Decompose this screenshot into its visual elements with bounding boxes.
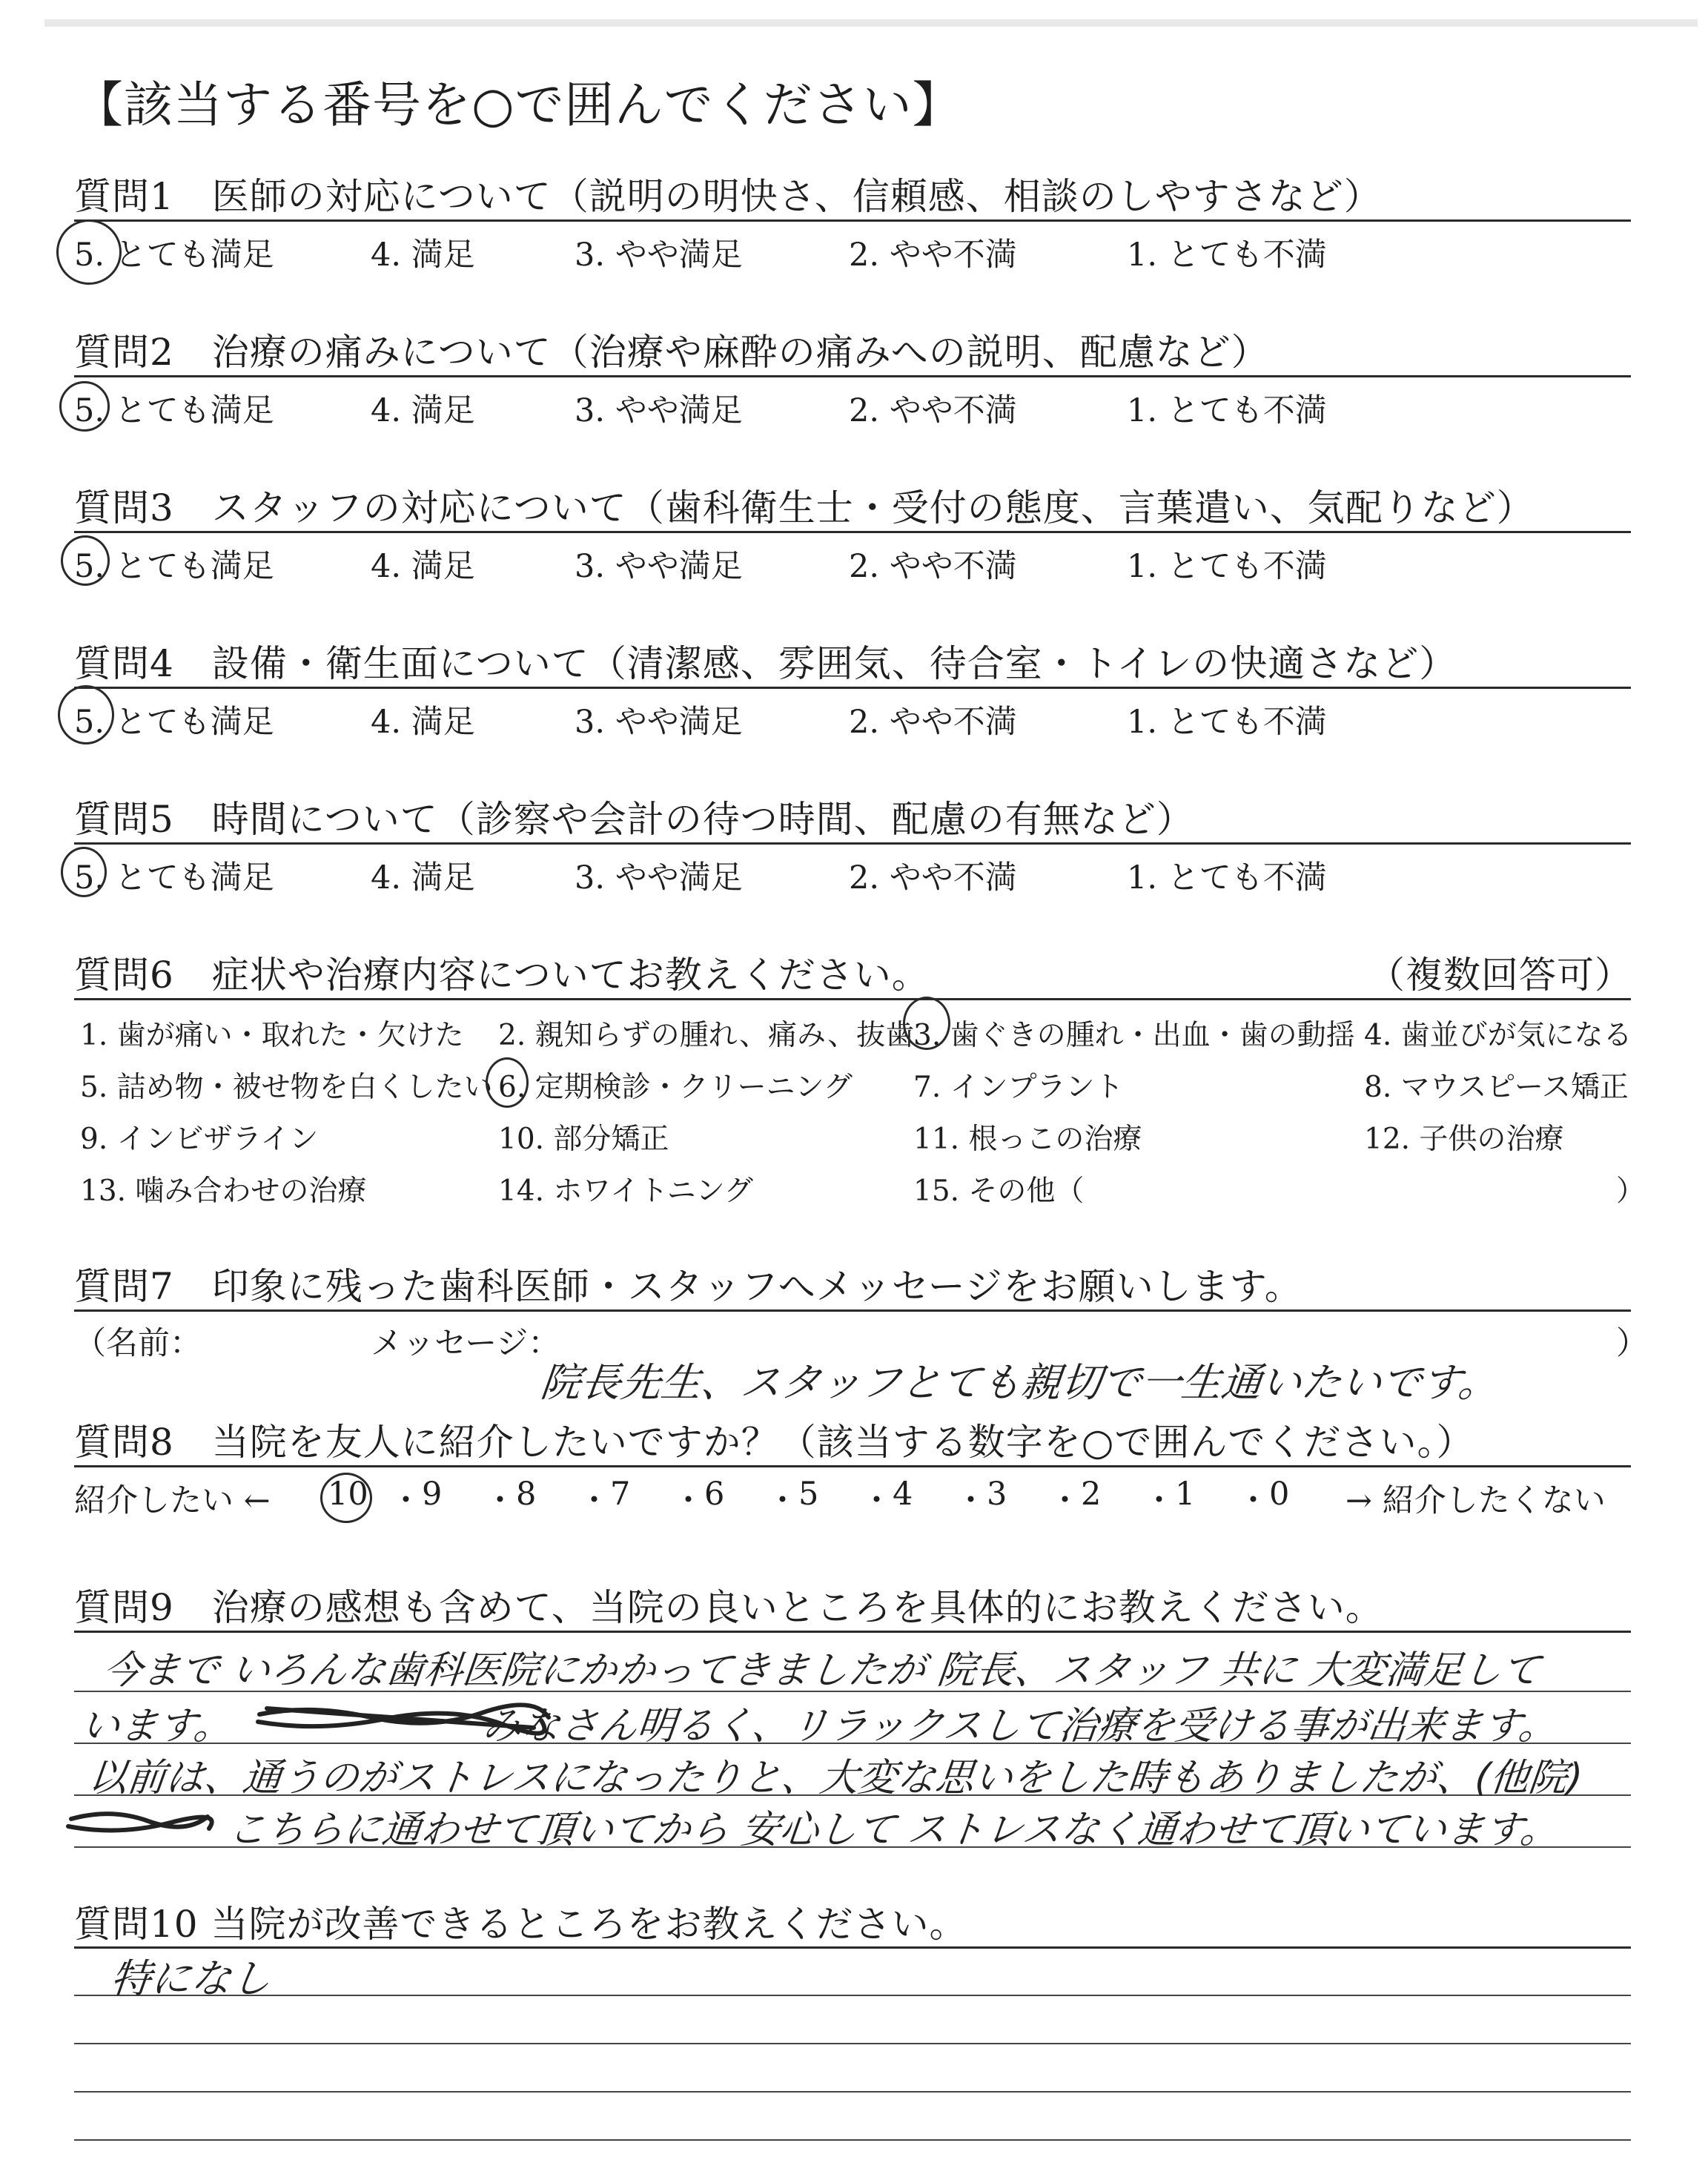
q2-opt-4[interactable]: 4. 満足 (371, 392, 475, 429)
q8-scale-separator: ・ (1237, 1482, 1269, 1519)
q8-scale-separator: ・ (484, 1482, 516, 1519)
page-header: 【該当する番号を○で囲んでください】 (74, 76, 962, 133)
q3-opt-1[interactable]: 1. とても不満 (1127, 548, 1327, 585)
q8-scale-0[interactable]: 0 (1269, 1476, 1290, 1513)
q5-opt-4[interactable]: 4. 満足 (371, 859, 475, 896)
q9-handwritten-line-1: 今まで いろんな歯科医院にかかってきましたが 院長、スタッフ 共に 大変満足して (101, 1648, 1543, 1693)
q8-scale-5[interactable]: 5 (798, 1476, 819, 1513)
q4-opt-2[interactable]: 2. やや不満 (849, 704, 1017, 741)
q8-scale-6[interactable]: 6 (704, 1476, 725, 1513)
q1-opt-3[interactable]: 3. やや満足 (575, 237, 743, 274)
q6-opt-10[interactable]: 10. 部分矯正 (498, 1123, 669, 1156)
q2-opt-1[interactable]: 1. とても不満 (1127, 392, 1327, 429)
q8-scale-separator: ・ (955, 1482, 987, 1519)
q4-opt-1[interactable]: 1. とても不満 (1127, 704, 1327, 741)
q10-handwritten: 特になし (108, 1955, 274, 2002)
q1-opt-1[interactable]: 1. とても不満 (1127, 237, 1327, 274)
q5-opt-3[interactable]: 3. やや満足 (575, 859, 743, 896)
q6-opt-6[interactable]: 6. 定期検診・クリーニング (498, 1071, 853, 1104)
q6-opt-8[interactable]: 8. マウスピース矯正 (1364, 1071, 1629, 1104)
q3-title: 質問3 スタッフの対応について（歯科衛生士・受付の態度、言葉遣い、気配りなど） (74, 486, 1535, 529)
q6-opt-11[interactable]: 11. 根っこの治療 (913, 1123, 1142, 1156)
q7-message-label: メッセージ： (371, 1325, 560, 1362)
q6-opt-1[interactable]: 1. 歯が痛い・取れた・欠けた (80, 1019, 464, 1052)
q6-opt-3[interactable]: 3. 歯ぐきの腫れ・出血・歯の動揺 (913, 1019, 1355, 1052)
q7-handwritten-message: 院長先生、スタッフとても親切で一生通いたいです。 (538, 1359, 1501, 1406)
q6-title: 質問6 症状や治療内容についてお教えください。 (74, 954, 930, 997)
q8-right-label: → 紹介したくない (1345, 1482, 1606, 1519)
q3-opt-3[interactable]: 3. やや満足 (575, 548, 743, 585)
q3-opt-4[interactable]: 4. 満足 (371, 548, 475, 585)
q5-opt-5[interactable]: 5. とても満足 (74, 859, 274, 896)
q1-opt-4[interactable]: 4. 満足 (371, 237, 475, 274)
q4-opt-4[interactable]: 4. 満足 (371, 704, 475, 741)
q8-scale-separator: ・ (578, 1482, 610, 1519)
q6-opt-13[interactable]: 13. 噛み合わせの治療 (80, 1175, 367, 1208)
q6-opt-2[interactable]: 2. 親知らずの腫れ、痛み、抜歯 (498, 1019, 915, 1052)
q8-left-label: 紹介したい ← (74, 1482, 271, 1519)
q8-scale-4[interactable]: 4 (893, 1476, 913, 1513)
q9-title: 質問9 治療の感想も含めて、当院の良いところを具体的にお教えください。 (74, 1586, 1383, 1629)
q10-line-3 (74, 2091, 1631, 2093)
q2-opt-3[interactable]: 3. やや満足 (575, 392, 743, 429)
q10-title: 質問10 当院が改善できるところをお教えください。 (74, 1903, 967, 1946)
q8-scale-10[interactable]: 10 (328, 1476, 368, 1513)
q2-opt-2[interactable]: 2. やや不満 (849, 392, 1017, 429)
q6-opt-15-close: ） (1616, 1175, 1646, 1208)
q6-note: （複数回答可） (1368, 954, 1632, 997)
q6-opt-5[interactable]: 5. 詰め物・被せ物を白くしたい (80, 1071, 493, 1104)
q8-scale-9[interactable]: 9 (422, 1476, 443, 1513)
q8-scale-separator: ・ (861, 1482, 893, 1519)
q5-opt-1[interactable]: 1. とても不満 (1127, 859, 1327, 896)
q8-scale-7[interactable]: 7 (610, 1476, 631, 1513)
q8-scale-3[interactable]: 3 (987, 1476, 1007, 1513)
q9-handwritten-line-2: います。 みなさん明るく、リラックスして治療を受ける事が出来ます。 (79, 1704, 1560, 1748)
q6-opt-14[interactable]: 14. ホワイトニング (498, 1175, 753, 1208)
q8-scale-8[interactable]: 8 (516, 1476, 537, 1513)
q6-opt-9[interactable]: 9. インビザライン (80, 1123, 319, 1156)
q5-opt-2[interactable]: 2. やや不満 (849, 859, 1017, 896)
q9-handwritten-line-4: こちらに通わせて頂いてから 安心して ストレスなく通わせて頂いています。 (71, 1808, 1561, 1852)
q7-name-label: （名前： (74, 1325, 202, 1362)
q8-scale-separator: ・ (1049, 1482, 1081, 1519)
q8-scale-2[interactable]: 2 (1081, 1476, 1102, 1513)
q10-line-2 (74, 2043, 1631, 2044)
q9-handwritten-line-3: 以前は、通うのがストレスになったりと、大変な思いをした時もありましたが、(他院) (86, 1756, 1585, 1800)
q8-scale-separator: ・ (672, 1482, 704, 1519)
q10-line-4 (74, 2139, 1631, 2141)
q6-opt-4[interactable]: 4. 歯並びが気になる (1364, 1019, 1632, 1052)
q7-close-paren: ） (1616, 1325, 1648, 1362)
q8-scale-1[interactable]: 1 (1175, 1476, 1196, 1513)
q7-title: 質問7 印象に残った歯科医師・スタッフへメッセージをお願いします。 (74, 1265, 1302, 1308)
q8-title: 質問8 当院を友人に紹介したいですか？（該当する数字を○で囲んでください。） (74, 1421, 1474, 1464)
q4-opt-5[interactable]: 5. とても満足 (74, 704, 274, 741)
q1-title: 質問1 医師の対応について（説明の明快さ、信頼感、相談のしやすさなど） (74, 175, 1382, 218)
q3-opt-2[interactable]: 2. やや不満 (849, 548, 1017, 585)
q8-scale-separator: ・ (767, 1482, 798, 1519)
q4-opt-3[interactable]: 3. やや満足 (575, 704, 743, 741)
q8-scale-separator: ・ (390, 1482, 422, 1519)
q5-title: 質問5 時間について（診察や会計の待つ時間、配慮の有無など） (74, 798, 1194, 841)
q6-opt-7[interactable]: 7. インプラント (913, 1071, 1124, 1104)
q2-opt-5[interactable]: 5. とても満足 (74, 392, 274, 429)
q6-opt-15[interactable]: 15. その他（ (913, 1175, 1085, 1208)
q4-title: 質問4 設備・衛生面について（清潔感、雰囲気、待合室・トイレの快適さなど） (74, 642, 1457, 685)
q8-scale-separator: ・ (1143, 1482, 1175, 1519)
q10-rule (74, 1946, 1631, 1949)
q2-title: 質問2 治療の痛みについて（治療や麻酔の痛みへの説明、配慮など） (74, 331, 1269, 374)
q6-opt-12[interactable]: 12. 子供の治療 (1364, 1123, 1564, 1156)
q1-opt-5[interactable]: 5. とても満足 (74, 237, 274, 274)
q1-opt-2[interactable]: 2. やや不満 (849, 237, 1017, 274)
q10-line-1 (74, 1995, 1631, 1996)
q3-opt-5[interactable]: 5. とても満足 (74, 548, 274, 585)
